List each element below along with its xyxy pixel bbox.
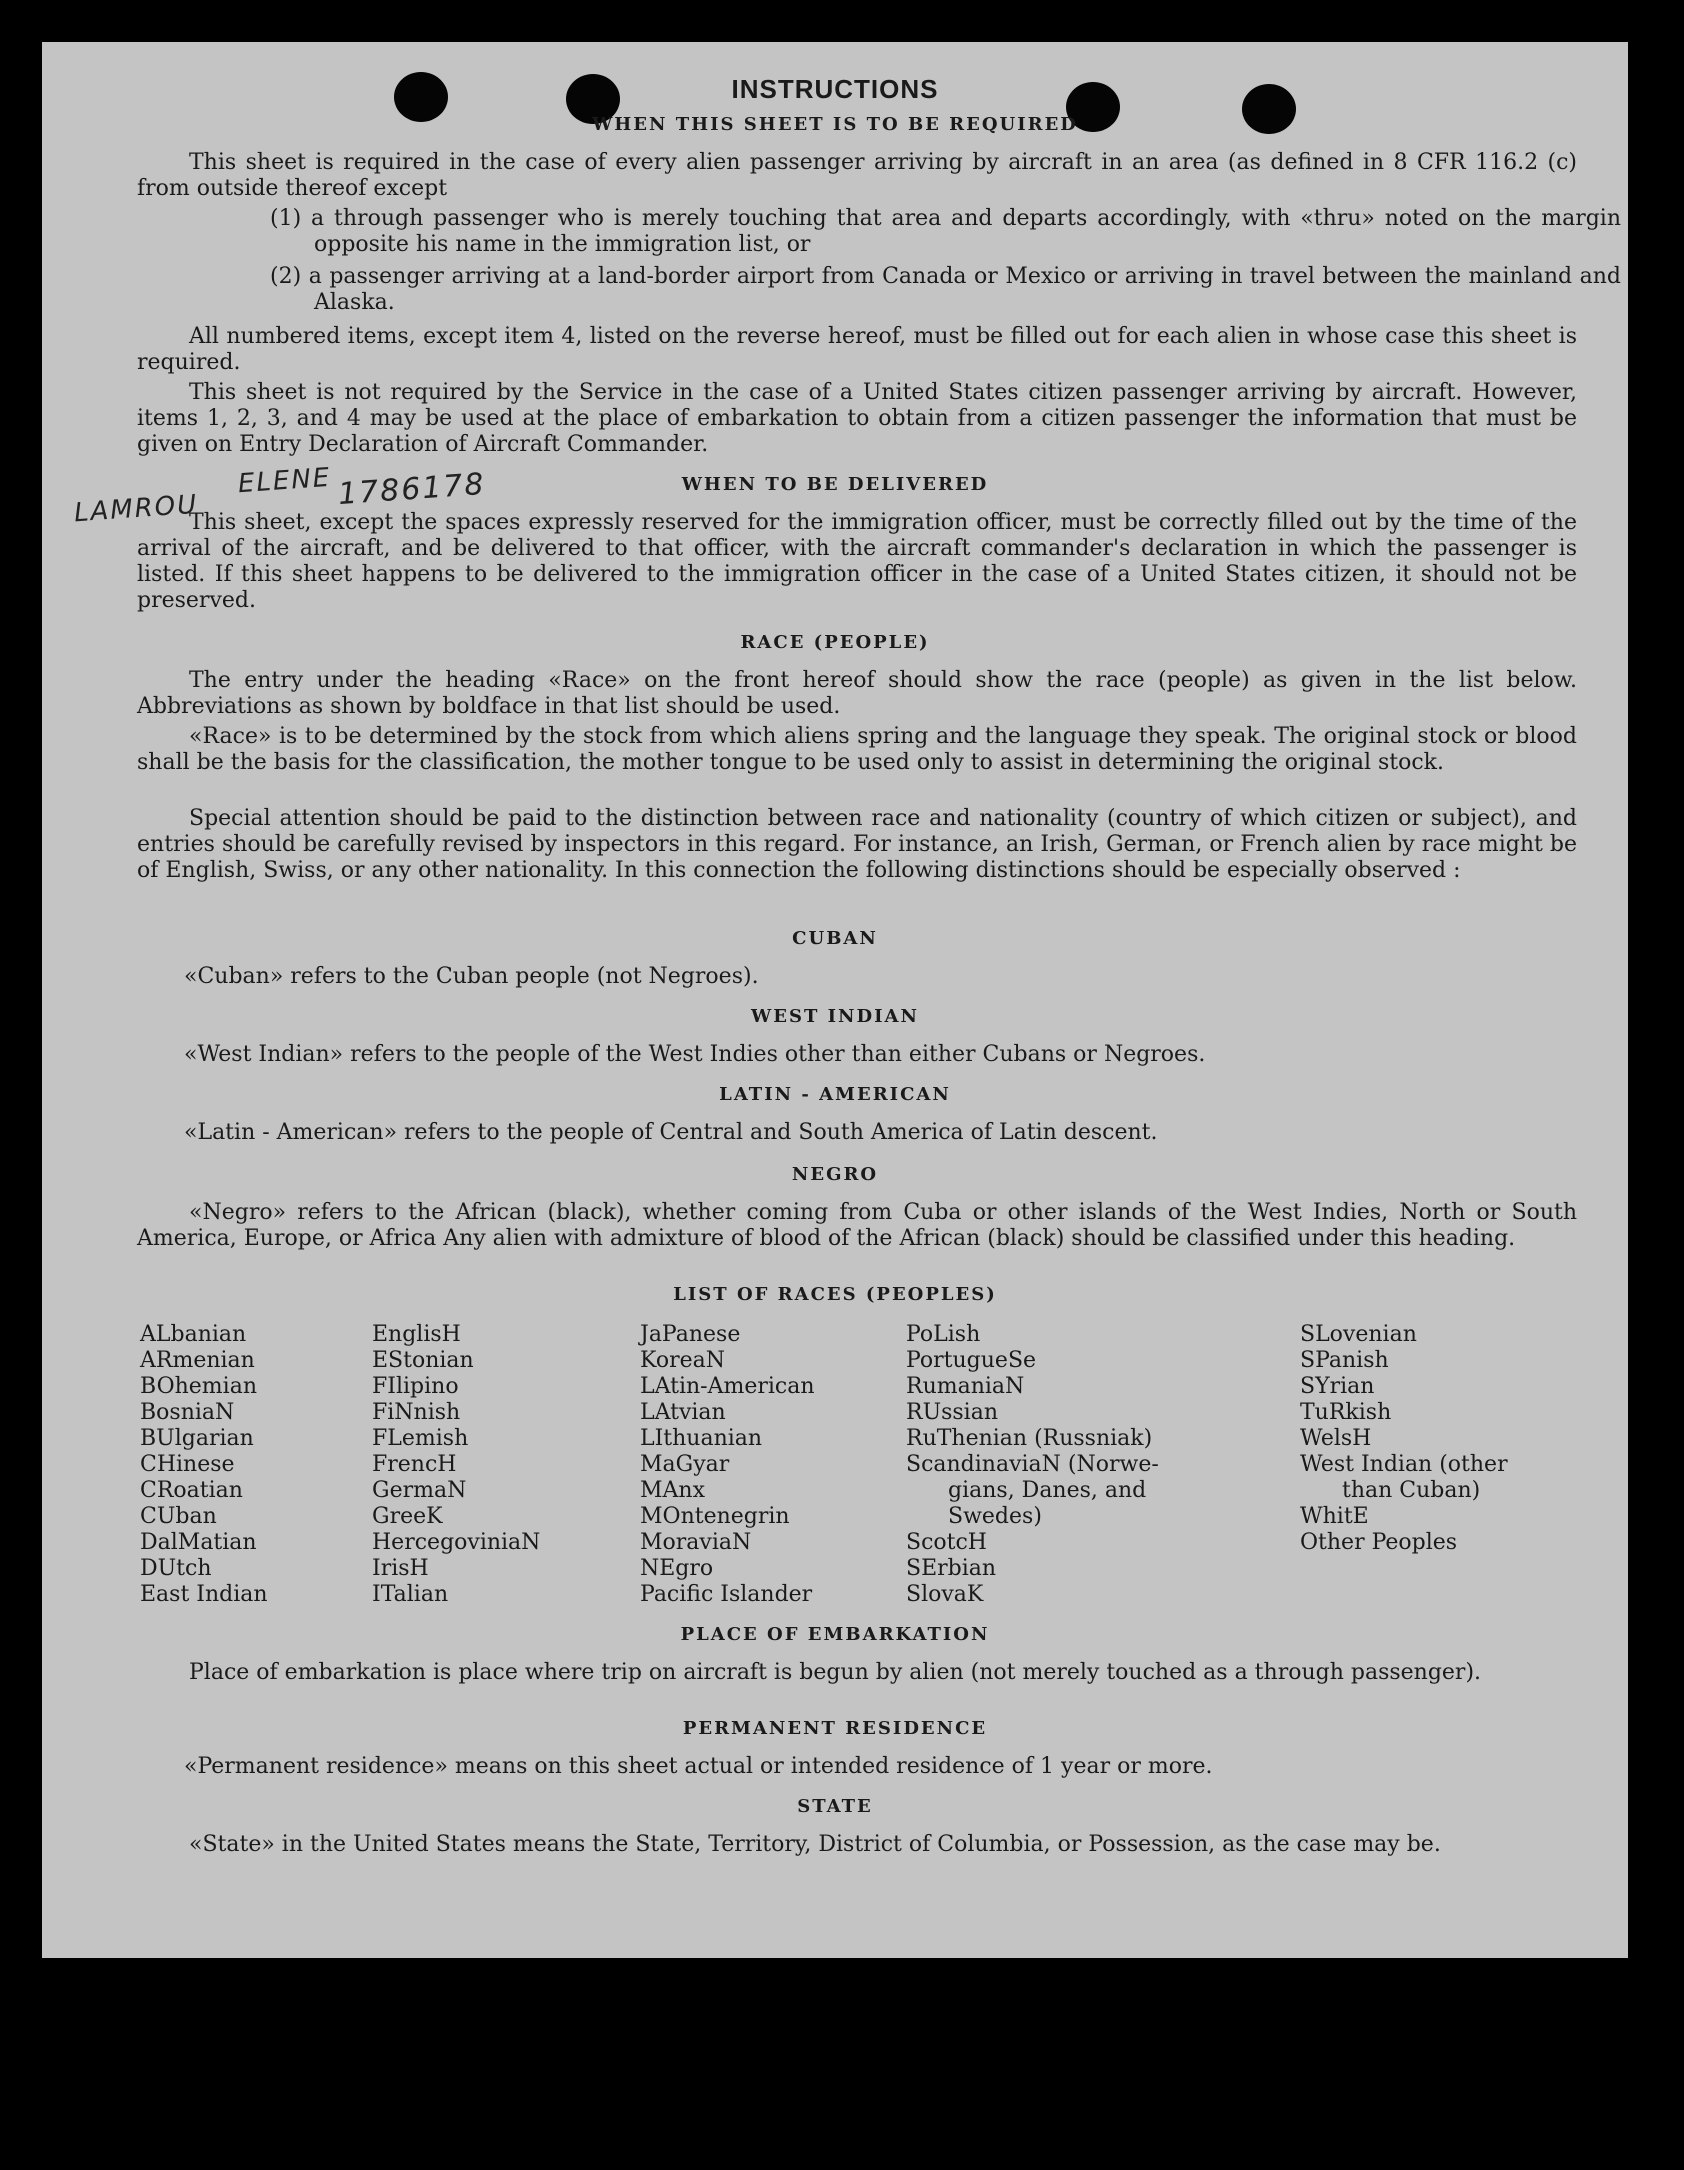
heading-west-indian: WEST INDIAN	[751, 1006, 919, 1027]
race-item: RumaniaN	[906, 1374, 1025, 1399]
race-item: CHinese	[140, 1452, 235, 1477]
race-item: FIlipino	[372, 1374, 459, 1399]
exception-item-2: (2) a passenger arriving at a land-border airport from Canada or Mexico or arriving in travel between the mainland and Alaska.	[270, 264, 1621, 315]
text-latin-american: «Latin - American» refers to the people of Central and South America of Latin descent.	[184, 1120, 1158, 1145]
races-column-5	[1300, 1322, 1508, 1556]
race-item: IrisH	[372, 1556, 429, 1581]
heading-place-of-embarkation: PLACE OF EMBARKATION	[680, 1624, 990, 1645]
race-item: EStonian	[372, 1348, 474, 1373]
race-item: NEgro	[640, 1556, 714, 1581]
race-item: WhitE	[1300, 1504, 1369, 1529]
paragraph-race-1: The entry under the heading «Race» on the front hereof should show the race (people) as given in the list below. Abbreviations as shown by boldface in that list should be used.	[137, 668, 1577, 719]
heading-when-delivered: WHEN TO BE DELIVERED	[681, 474, 989, 495]
race-item: FLemish	[372, 1426, 469, 1451]
race-item: HercegoviniaN	[372, 1530, 541, 1555]
race-item: SLovenian	[1300, 1322, 1417, 1347]
race-item: BUlgarian	[140, 1426, 254, 1451]
text-west-indian: «West Indian» refers to the people of the West Indies other than either Cubans or Negroes.	[184, 1042, 1206, 1067]
race-item: SYrian	[1300, 1374, 1375, 1399]
race-item: JaPanese	[640, 1322, 741, 1347]
race-item: SErbian	[906, 1556, 997, 1581]
race-item: ScandinaviaN (Norwe-	[906, 1452, 1159, 1477]
race-item: West Indian (other	[1300, 1452, 1508, 1477]
paragraph-race-3: Special attention should be paid to the distinction between race and nationality (country of which citizen or subject), and entries should be carefully revised by inspectors in this regard. For instance, an Irish, German, or French alien by race might be of English, Swiss, or any other nationality. In this connection the following distinctions should be especially observed :	[137, 806, 1577, 883]
handwritten-surname: LAMROU	[73, 489, 200, 529]
race-item: Pacific Islander	[640, 1582, 813, 1607]
race-item: CUban	[140, 1504, 217, 1529]
race-item: RuThenian (Russniak)	[906, 1426, 1153, 1451]
race-item: LIthuanian	[640, 1426, 763, 1451]
heading-permanent-residence: PERMANENT RESIDENCE	[682, 1718, 988, 1739]
race-item: BOhemian	[140, 1374, 257, 1399]
races-column-4	[906, 1322, 1159, 1608]
race-item: PortugueSe	[906, 1348, 1037, 1373]
race-item: ITalian	[372, 1582, 449, 1607]
race-item: ALbanian	[140, 1322, 247, 1347]
text-cuban: «Cuban» refers to the Cuban people (not Negroes).	[184, 964, 759, 989]
race-item: EnglisH	[372, 1322, 461, 1347]
race-item: MaGyar	[640, 1452, 730, 1477]
race-item: PoLish	[906, 1322, 981, 1347]
document-sheet	[42, 42, 1628, 1958]
race-item: SPanish	[1300, 1348, 1389, 1373]
paragraph-race-2: «Race» is to be determined by the stock from which aliens spring and the language they speak. The original stock or blood shall be the basis for the classification, the mother tongue to be used only to assist in determining the original stock.	[137, 724, 1577, 775]
race-item: LAtvian	[640, 1400, 726, 1425]
text-state: «State» in the United States means the State, Territory, District of Columbia, or Possession, as the case may be.	[189, 1832, 1441, 1857]
races-column-1	[140, 1322, 268, 1608]
text-negro: «Negro» refers to the African (black), whether coming from Cuba or other islands of the West Indies, North or South America, Europe, or Africa Any alien with admixture of blood of the African (black) should be classified under this heading.	[137, 1200, 1577, 1251]
paragraph-required-1: This sheet is required in the case of every alien passenger arriving by aircraft in an area (as defined in 8 CFR 116.2 (c) from outside thereof except	[137, 150, 1577, 201]
heading-when-required: WHEN THIS SHEET IS TO BE REQUIRED	[592, 114, 1078, 135]
race-item-continuation: than Cuban)	[1342, 1478, 1481, 1503]
heading-race: RACE (PEOPLE)	[740, 632, 930, 653]
race-item: MoraviaN	[640, 1530, 752, 1555]
race-item: KoreaN	[640, 1348, 725, 1373]
page-title: INSTRUCTIONS	[731, 74, 939, 104]
race-item: DUtch	[140, 1556, 212, 1581]
exception-item-1: (1) a through passenger who is merely touching that area and departs accordingly, with «thru» noted on the margin opposite his name in the immigration list, or	[270, 206, 1621, 257]
race-item-continuation: Swedes)	[948, 1504, 1042, 1529]
race-item: LAtin-American	[640, 1374, 815, 1399]
text-place-of-embarkation: Place of embarkation is place where trip on aircraft is begun by alien (not merely touched as a through passenger).	[189, 1660, 1482, 1685]
race-item: MOntenegrin	[640, 1504, 790, 1529]
race-item: BosniaN	[140, 1400, 235, 1425]
handwritten-given-name: ELENE	[237, 462, 333, 500]
race-item: SlovaK	[906, 1582, 984, 1607]
race-item: FrencH	[372, 1452, 457, 1477]
race-item: East Indian	[140, 1582, 268, 1607]
race-item: DalMatian	[140, 1530, 257, 1555]
heading-list-of-races: LIST OF RACES (PEOPLES)	[673, 1284, 997, 1305]
race-item-continuation: gians, Danes, and	[948, 1478, 1147, 1503]
heading-negro: NEGRO	[791, 1164, 879, 1185]
race-item: ARmenian	[140, 1348, 255, 1373]
handwritten-file-number: 1786178	[336, 466, 487, 513]
heading-latin-american: LATIN - AMERICAN	[719, 1084, 951, 1105]
race-item: GreeK	[372, 1504, 443, 1529]
races-column-2	[372, 1322, 540, 1608]
race-item: RUssian	[906, 1400, 999, 1425]
heading-cuban: CUBAN	[792, 928, 878, 949]
race-item: CRoatian	[140, 1478, 243, 1503]
paragraph-required-3: This sheet is not required by the Service in the case of a United States citizen passenger arriving by aircraft. However, items 1, 2, 3, and 4 may be used at the place of embarkation to obtain from a citizen passenger the information that must be given on Entry Declaration of Aircraft Commander.	[137, 380, 1577, 457]
race-item: TuRkish	[1300, 1400, 1392, 1425]
heading-state: STATE	[797, 1796, 873, 1817]
paragraph-required-2: All numbered items, except item 4, listed on the reverse hereof, must be filled out for each alien in whose case this sheet is required.	[137, 324, 1577, 375]
races-column-3	[640, 1322, 815, 1608]
race-item: FiNnish	[372, 1400, 461, 1425]
race-item: ScotcH	[906, 1530, 987, 1555]
text-permanent-residence: «Permanent residence» means on this sheet actual or intended residence of 1 year or more.	[184, 1754, 1213, 1779]
paragraph-delivered: This sheet, except the spaces expressly reserved for the immigration officer, must be correctly filled out by the time of the arrival of the aircraft, and be delivered to that officer, with the aircraft commander's declaration in which the passenger is listed. If this sheet happens to be delivered to the immigration officer in the case of a United States citizen, it should not be preserved.	[137, 510, 1577, 613]
race-item: MAnx	[640, 1478, 705, 1503]
race-item: Other Peoples	[1300, 1530, 1458, 1555]
race-item: WelsH	[1300, 1426, 1372, 1451]
race-item: GermaN	[372, 1478, 467, 1503]
